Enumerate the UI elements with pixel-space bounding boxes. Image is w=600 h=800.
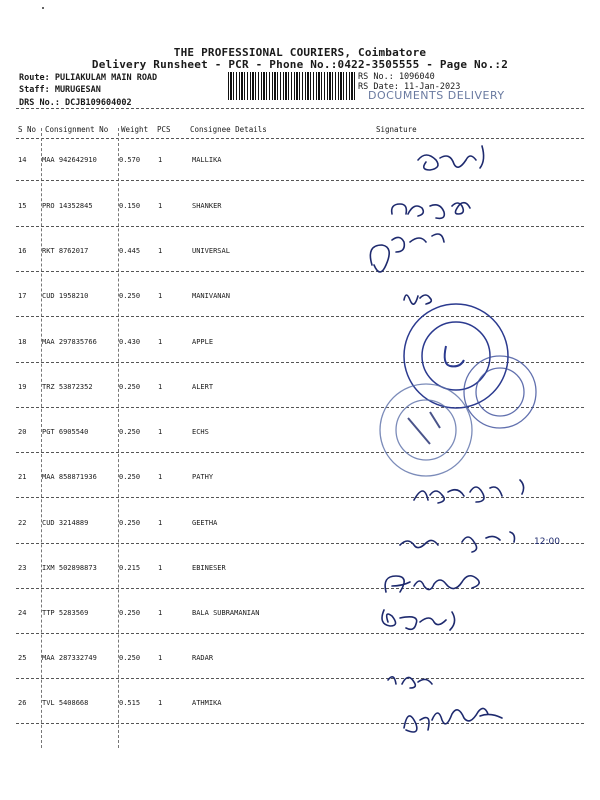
col-pcs: PCS — [157, 125, 171, 134]
row-pcs: 1 — [158, 383, 163, 391]
row-weight: 0.250 — [119, 428, 141, 436]
row-consignee: RADAR — [192, 654, 214, 662]
row-consignee: ECHS — [192, 428, 209, 436]
delivery-time-note: 12:00 — [534, 537, 560, 547]
staff-label: Staff: MURUGESAN — [19, 85, 101, 95]
signature-athmika — [404, 708, 502, 732]
row-weight: 0.250 — [119, 383, 141, 391]
row-sno: 26 — [18, 699, 27, 707]
row-sno: 24 — [18, 609, 27, 617]
row-sno: 25 — [18, 654, 27, 662]
rs-date: RS Date: 11-Jan-2023 — [358, 82, 461, 92]
row-consignment: MAA 287332749 — [42, 654, 97, 662]
row-pcs: 1 — [158, 156, 163, 164]
company-title: THE PROFESSIONAL COURIERS, Coimbatore — [173, 46, 427, 59]
signature-mallika — [418, 146, 484, 170]
row-sno: 16 — [18, 247, 27, 255]
row-consignee: ALERT — [192, 383, 214, 391]
row-consignment: MAA 297835766 — [42, 338, 97, 346]
row-weight: 0.215 — [119, 564, 141, 572]
row-pcs: 1 — [158, 519, 163, 527]
row-sno: 20 — [18, 428, 27, 436]
signature-radar — [388, 677, 432, 688]
row-sno: 18 — [18, 338, 27, 346]
row-sno: 21 — [18, 473, 27, 481]
route-label: Route: PULIAKULAM MAIN ROAD — [19, 73, 158, 83]
drs-label: DRS No.: DCJB109604002 — [19, 98, 132, 108]
row-weight: 0.250 — [119, 654, 141, 662]
row-consignment: MAA 858871936 — [42, 473, 97, 481]
row-consignee: GEETHA — [192, 519, 218, 527]
row-weight: 0.430 — [119, 338, 141, 346]
row-consignee: UNIVERSAL — [192, 247, 230, 255]
row-consignment: TVL 5408668 — [42, 699, 89, 707]
row-weight: 0.445 — [119, 247, 141, 255]
apple-electronics-stamp — [404, 304, 508, 408]
row-consignee: MANIVANAN — [192, 292, 230, 300]
row-sno: 23 — [18, 564, 27, 572]
row-consignment: IXM 502898873 — [42, 564, 97, 572]
row-pcs: 1 — [158, 699, 163, 707]
row-weight: 0.250 — [119, 292, 141, 300]
row-consignee: BALA SUBRAMANIAN — [192, 609, 260, 617]
row-consignment: RKT 8762017 — [42, 247, 89, 255]
row-consignee: SHANKER — [192, 202, 222, 210]
documents-delivery-stamp: DOCUMENTS DELIVERY — [368, 89, 505, 102]
alert-security-stamp — [464, 356, 536, 428]
signature-universal — [370, 234, 444, 272]
row-consignee: MALLIKA — [192, 156, 222, 164]
row-consignee: EBINESER — [192, 564, 226, 572]
row-consignment: CUD 3214889 — [42, 519, 89, 527]
rs-number: RS No.: 1096040 — [358, 72, 435, 82]
row-weight: 0.250 — [119, 609, 141, 617]
row-pcs: 1 — [158, 247, 163, 255]
row-pcs: 1 — [158, 292, 163, 300]
row-consignee: PATHY — [192, 473, 214, 481]
signature-shanker — [392, 203, 470, 219]
row-sno: 17 — [18, 292, 27, 300]
row-weight: 0.515 — [119, 699, 141, 707]
col-consignment: Consignment No — [45, 125, 109, 134]
row-pcs: 1 — [158, 564, 163, 572]
col-sno: S No — [18, 125, 37, 134]
signature-geetha — [400, 532, 515, 552]
row-pcs: 1 — [158, 473, 163, 481]
signature-pathy — [414, 480, 524, 503]
row-consignment: TRZ 53872352 — [42, 383, 93, 391]
row-pcs: 1 — [158, 428, 163, 436]
row-weight: 0.570 — [119, 156, 141, 164]
col-consignee: Consignee Details — [190, 125, 267, 134]
col-signature: Signature — [376, 125, 417, 134]
signature-manivanan — [404, 295, 431, 304]
runsheet-subtitle: Delivery Runsheet - PCR - Phone No.:0422-3505555 - Page No.:2 — [91, 58, 509, 71]
row-sno: 14 — [18, 156, 27, 164]
row-consignment: PGT 6905540 — [42, 428, 89, 436]
row-consignment: CUD 1958210 — [42, 292, 89, 300]
row-pcs: 1 — [158, 654, 163, 662]
signature-bala — [382, 610, 455, 630]
row-weight: 0.150 — [119, 202, 141, 210]
row-consignment: PRO 14352845 — [42, 202, 93, 210]
row-weight: 0.250 — [119, 519, 141, 527]
row-consignee: APPLE — [192, 338, 214, 346]
col-weight: Weight — [121, 125, 149, 134]
row-sno: 22 — [18, 519, 27, 527]
row-pcs: 1 — [158, 202, 163, 210]
row-sno: 19 — [18, 383, 27, 391]
row-weight: 0.250 — [119, 473, 141, 481]
signature-ebineser — [385, 576, 479, 592]
row-pcs: 1 — [158, 338, 163, 346]
row-consignee: ATHMIKA — [192, 699, 222, 707]
row-consignment: TTP 5283569 — [42, 609, 89, 617]
row-sno: 15 — [18, 202, 27, 210]
row-pcs: 1 — [158, 609, 163, 617]
row-consignment: MAA 942642910 — [42, 156, 97, 164]
